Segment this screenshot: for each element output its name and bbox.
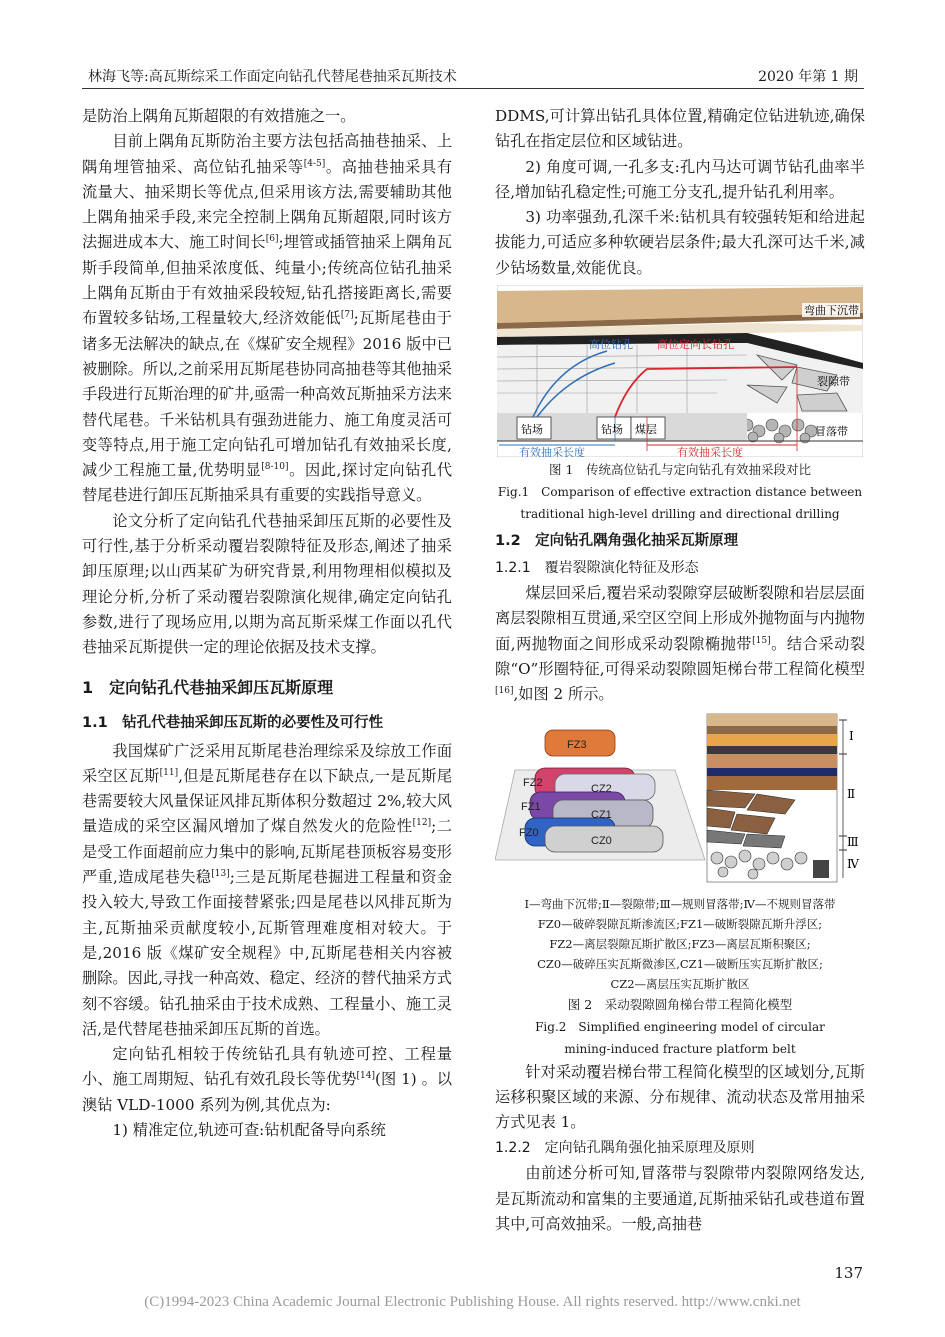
figure-2-caption-en: Fig.2 Simplified engineering model of circular [535, 1019, 825, 1034]
section-heading: 1 定向钻孔代巷抽采卸压瓦斯原理 [82, 677, 334, 697]
running-header [82, 64, 864, 89]
paragraph: 3) 功率强劲,孔深千米:钻机具有较强转矩和给进起拔能力,可适应多种软硬岩层条件;最大孔深可达千米,减少钻场数量,效能优良。 [495, 208, 865, 277]
figure-2-caption: 图 2 采动裂隙圆角梯台带工程简化模型 [567, 996, 793, 1012]
zone-label: CZ2 [591, 782, 612, 795]
roman-label: Ⅲ [847, 834, 859, 849]
label-effective-length-1: 有效抽采长度 [519, 447, 585, 458]
header-issue: 2020 年第 1 期 [758, 69, 858, 85]
paragraph: 2) 角度可调,一孔多支:孔内马达可调节钻孔曲率半径,增加钻孔稳定性;可施工分支孔,提升钻孔利用率。 [495, 157, 865, 201]
page-number: 137 [834, 1264, 863, 1282]
roman-label: Ⅳ [847, 856, 859, 871]
zone-label: FZ1 [521, 800, 541, 813]
figure-2-legend: CZ0—破碎压实瓦斯微渗区,CZ1—破断压实瓦斯扩散区; [537, 956, 823, 971]
left-column [82, 104, 452, 1143]
paragraph: 定向钻孔相较于传统钻孔具有轨迹可控、工程量小、施工周期短、钻孔有效孔段长等优势[14](图 1) 。以澳钻 VLD-1000 系列为例,其优点为: [82, 1045, 453, 1114]
paragraph: 我国煤矿广泛采用瓦斯尾巷治理综采及综放工作面采空区瓦斯[11],但是瓦斯尾巷存在以下缺点,一是瓦斯尾巷需要较大风量保证风排瓦斯体积分数超过 2%,较大风量造成的采空区漏风增加了煤自然发火的危险性[12];二是受工作面超前应力集中的影响,瓦斯尾巷顶板容易变形严重,造成尾巷失稳[13];三是瓦斯尾巷掘进工程量和资金投入较大,导致工作面接替紧张;四是尾巷以风排瓦斯为主,瓦斯抽采贡献度较小,瓦斯管理难度相对较大。于是,2016 版《煤矿安全规程》中,瓦斯尾巷相关内容被删除。因此,寻找一种高效、稳定、经济的替代抽采方式刻不容缓。钻孔抽采由于技术成熟、工程量小、施工灵活,是代替尾巷抽采卸压瓦斯的首选。 [82, 741, 453, 1038]
right-column [495, 104, 865, 1237]
paragraph: 1) 精准定位,轨迹可查:钻机配备导向系统 [112, 1120, 386, 1139]
copyright-footer: (C)1994-2023 China Academic Journal Electronic Publishing House. All rights reserved. http://www.cnki.net [144, 1294, 801, 1310]
paragraph: 由前述分析可知,冒落带与裂隙带内裂隙网络发达,是瓦斯流动和富集的主要通道,瓦斯抽采钻孔或巷道布置其中,可高效抽采。一般,高抽巷 [495, 1164, 865, 1234]
zone-label: FZ3 [567, 738, 587, 751]
figure-1-caption: 图 1 传统高位钻孔与定向钻孔有效抽采段对比 [549, 462, 811, 478]
figure-2-diagram [495, 710, 865, 888]
paragraph: 论文分析了定向钻孔代巷抽采卸压瓦斯的必要性及可行性,基于分析采动覆岩裂隙特征及形态,阐述了抽采卸压原理;以山西某矿为研究背景,利用物理相似模拟及理论分析,分析了采动覆岩裂隙演化规律,确定定向钻孔参数,进行了现场应用,以期为高瓦斯采煤工作面以孔代巷抽采瓦斯提供一定的理论依据及技术支撑。 [82, 511, 452, 657]
label-bend-zone: 弯曲下沉带 [804, 305, 859, 318]
label-high-drill: 高位钻孔 [589, 339, 633, 352]
paragraph: 目前上隅角瓦斯防治主要方法包括高抽巷抽采、上隅角埋管抽采、高位钻孔抽采等[4-5]。高抽巷抽采具有流量大、抽采期长等优点,但采用该方法,需要辅助其他上隅角抽采手段,来完全控制上隅角瓦斯超限,同时该方法掘进成本大、施工时间长[6];埋管或插管抽采上隅角瓦斯手段简单,但抽采浓度低、纯量小;传统高位钻孔抽采上隅角瓦斯由于有效抽采段较短,钻孔搭接距离长,需要布置较多钻场,工程量较大,经济效能低[7];瓦斯尾巷由于诸多无法解决的缺点,在《煤矿安全规程》2016 版中已被删除。所以,之前采用瓦斯尾巷协同高抽巷等其他抽采手段进行瓦斯治理的矿井,亟需一种高效瓦斯抽采方法来替代尾巷。千米钻机具有强劲进能力、施工角度灵活可变等特点,用于施工定向钻孔可增加钻孔有效抽采长度,减少工程施工量,优势明显[8-10]。因此,探讨定向钻孔代替尾巷进行卸压瓦斯抽采具有重要的实践指导意义。 [82, 132, 453, 505]
label-drill-site: 钻场 [521, 424, 543, 437]
zone-label: CZ0 [591, 834, 612, 847]
figure-2-legend: FZ0—破碎裂隙瓦斯渗流区;FZ1—破断裂隙瓦斯升浮区; [537, 916, 823, 931]
roman-label: Ⅰ [849, 728, 854, 743]
paragraph: 煤层回采后,覆岩采动裂隙穿层破断裂隙和岩层层面离层裂隙相互贯通,采空区空间上形成外抛物面与内抛物面,两抛物面之间形成采动裂隙椭抛带[15]。结合采动裂隙“O”形圈特征,可得采动裂隙圆矩梯台带工程简化模型[16],如图 2 所示。 [495, 584, 866, 704]
subsection-heading: 1.1 钻孔代巷抽采卸压瓦斯的必要性及可行性 [82, 714, 384, 731]
header-title: 林海飞等:高瓦斯综采工作面定向钻孔代替尾巷抽采瓦斯技术 [88, 69, 457, 85]
figure-2-legend: Ⅰ—弯曲下沉带;Ⅱ—裂隙带;Ⅲ—规则冒落带;Ⅳ—不规则冒落带 [524, 896, 836, 911]
zone-label: FZ0 [519, 826, 539, 839]
roman-label: Ⅱ [847, 786, 856, 801]
subsection-heading: 1.2 定向钻孔隅角强化抽采瓦斯原理 [495, 533, 739, 550]
figure-1-caption-en: traditional high-level drilling and directional drilling [520, 507, 840, 522]
subsubsection-heading: 1.2.2 定向钻孔隅角强化抽采原理及原则 [495, 1140, 755, 1157]
figure-1-caption-en: Fig.1 Comparison of effective extraction distance between [497, 485, 863, 500]
figure-2-legend: FZ2—离层裂隙瓦斯扩散区;FZ3—离层瓦斯积聚区; [549, 936, 811, 951]
figure-2-legend: CZ2—离层压实瓦斯扩散区 [610, 976, 750, 991]
label-fracture-zone: 裂隙带 [817, 376, 850, 389]
paragraph: 是防治上隅角瓦斯超限的有效措施之一。 [82, 107, 356, 125]
figure-2-caption-en: mining-induced fracture platform belt [564, 1041, 796, 1056]
zone-label: CZ1 [591, 808, 612, 821]
label-effective-length-2: 有效抽采长度 [677, 447, 743, 458]
label-directional-drill: 高位定向长钻孔 [657, 339, 734, 352]
paragraph: DDMS,可计算出钻孔具体位置,精确定位钻进轨迹,确保钻孔在指定层位和区域钻进。 [495, 107, 865, 151]
label-drill-site: 钻场 [601, 424, 623, 437]
label-caving-zone: 冒落带 [815, 426, 848, 439]
subsubsection-heading: 1.2.1 覆岩裂隙演化特征及形态 [495, 560, 699, 577]
paragraph: 针对采动覆岩梯台带工程简化模型的区域划分,瓦斯运移积聚区域的来源、分布规律、流动状态及常用抽采方式见表 1。 [495, 1062, 865, 1132]
figure-1-diagram [497, 285, 863, 457]
label-coal-seam: 煤层 [635, 424, 657, 437]
zone-label: FZ2 [523, 776, 543, 789]
